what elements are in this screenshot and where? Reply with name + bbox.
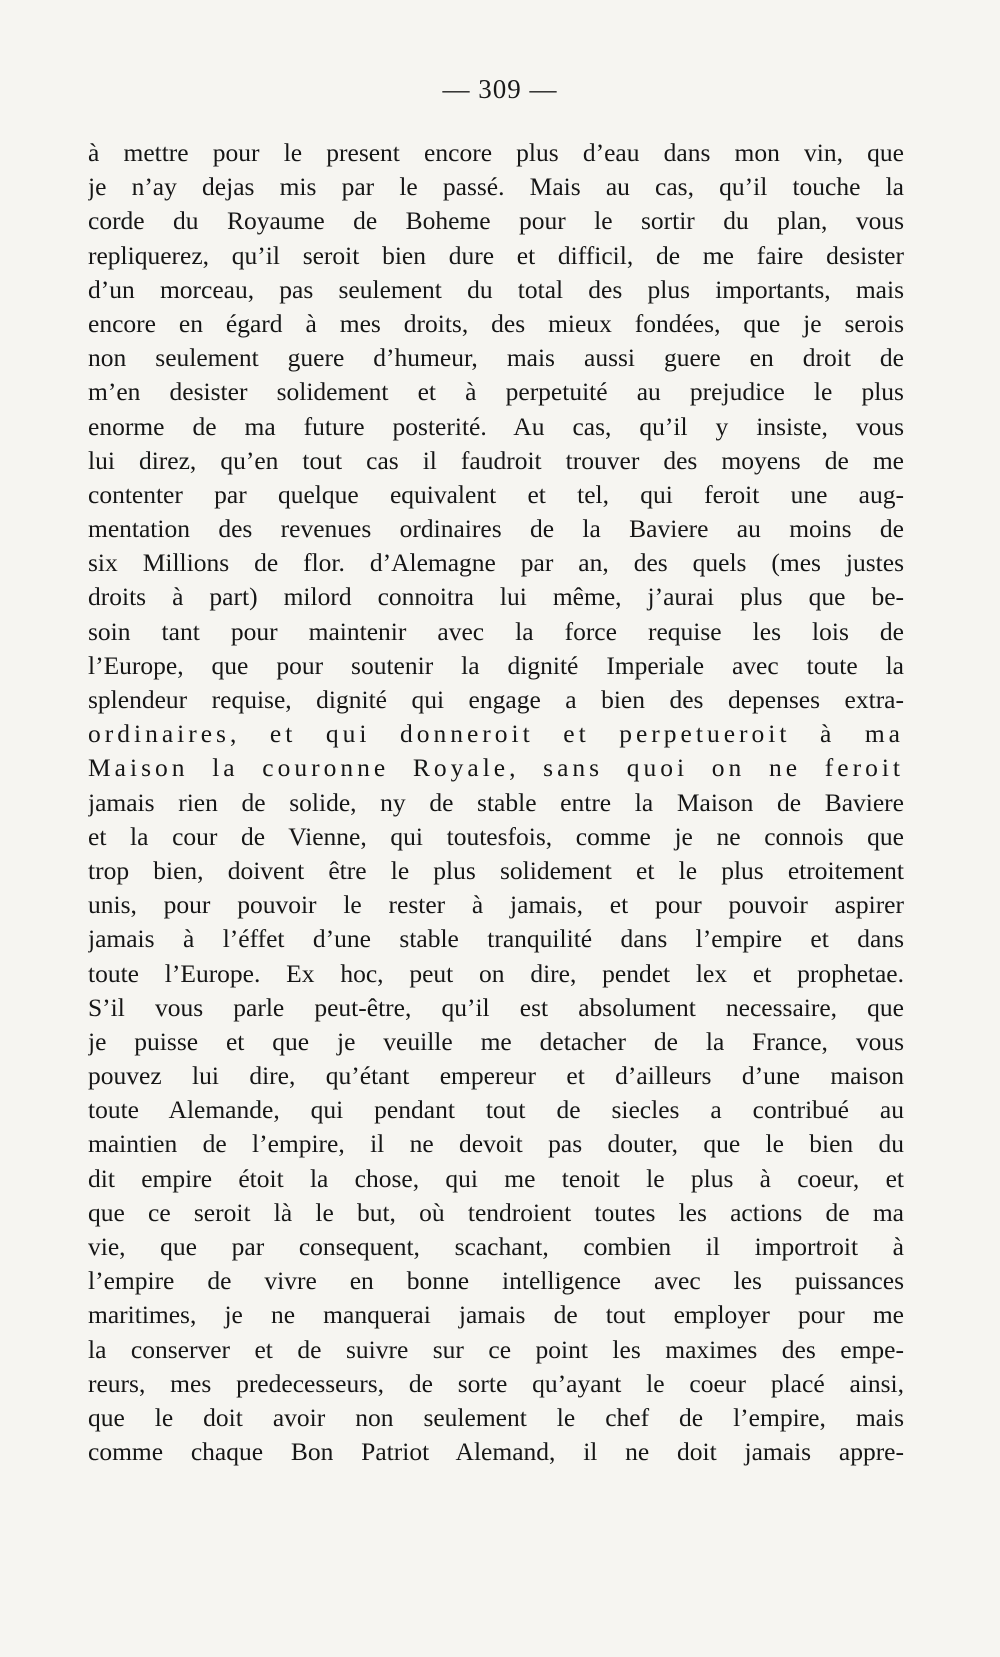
text-line: droits à part) milord connoitra lui même, j’aurai plus que be- bbox=[88, 582, 904, 612]
text-line: encore en égard à mes droits, des mieux fondées, que je serois bbox=[88, 308, 904, 338]
text-line: S’il vous parle peut-être, qu’il est absolument necessaire, que bbox=[88, 992, 904, 1022]
text-line: soin tant pour maintenir avec la force requise les lois de bbox=[88, 616, 904, 646]
text-line: pouvez lui dire, qu’étant empereur et d’ailleurs d’une maison bbox=[88, 1061, 904, 1091]
text-line: non seulement guere d’humeur, mais aussi guere en droit de bbox=[88, 343, 904, 373]
text-line: repliquerez, qu’il seroit bien dure et difficil, de me faire desister bbox=[88, 240, 904, 270]
text-line: comme chaque Bon Patriot Alemand, il ne doit jamais appre- bbox=[88, 1437, 904, 1467]
text-line: mentation des revenues ordinaires de la Baviere au moins de bbox=[88, 514, 904, 544]
text-line: Maison la couronne Royale, sans quoi on ne feroit bbox=[88, 753, 904, 783]
text-line: et la cour de Vienne, qui toutesfois, comme je ne connois que bbox=[88, 821, 904, 851]
text-line: jamais rien de solide, ny de stable entre la Maison de Baviere bbox=[88, 787, 904, 817]
text-line: lui direz, qu’en tout cas il faudroit trouver des moyens de me bbox=[88, 445, 904, 475]
text-line: corde du Royaume de Boheme pour le sortir du plan, vous bbox=[88, 206, 904, 236]
text-line: à mettre pour le present encore plus d’eau dans mon vin, que bbox=[88, 138, 904, 167]
text-line: trop bien, doivent être le plus solidement et le plus etroitement bbox=[88, 855, 904, 885]
text-line: maritimes, je ne manquerai jamais de tout employer pour me bbox=[88, 1300, 904, 1330]
text-line: l’Europe, que pour soutenir la dignité Imperiale avec toute la bbox=[88, 650, 904, 680]
text-line: jamais à l’éffet d’une stable tranquilité dans l’empire et dans bbox=[88, 924, 904, 954]
text-line: la conserver et de suivre sur ce point les maximes des empe- bbox=[88, 1334, 904, 1364]
text-line: maintien de l’empire, il ne devoit pas douter, que le bien du bbox=[88, 1129, 904, 1159]
text-line: toute Alemande, qui pendant tout de siecles a contribué au bbox=[88, 1095, 904, 1125]
text-line: je puisse et que je veuille me detacher de la France, vous bbox=[88, 1026, 904, 1056]
text-line: vie, que par consequent, scachant, combien il importroit à bbox=[88, 1232, 904, 1261]
text-line: contenter par quelque equivalent et tel, qui feroit une aug- bbox=[88, 479, 904, 509]
text-line: reurs, mes predecesseurs, de sorte qu’ayant le coeur placé ainsi, bbox=[88, 1368, 904, 1398]
text-line: unis, pour pouvoir le rester à jamais, et pour pouvoir aspirer bbox=[88, 890, 904, 920]
text-line: que le doit avoir non seulement le chef de l’empire, mais bbox=[88, 1402, 904, 1432]
text-line: splendeur requise, dignité qui engage a bien des depenses extra- bbox=[88, 685, 904, 714]
text-line: dit empire étoit la chose, qui me tenoit le plus à coeur, et bbox=[88, 1163, 904, 1193]
text-line: l’empire de vivre en bonne intelligence avec les puissances bbox=[88, 1266, 904, 1296]
text-line: je n’ay dejas mis par le passé. Mais au cas, qu’il touche la bbox=[88, 172, 904, 202]
text-line: m’en desister solidement et à perpetuité au prejudice le plus bbox=[88, 377, 904, 407]
text-line: d’un morceau, pas seulement du total des plus importants, mais bbox=[88, 274, 904, 304]
text-line: enorme de ma future posterité. Au cas, qu’il y insiste, vous bbox=[88, 411, 904, 441]
body-text bbox=[88, 136, 904, 1469]
text-line: six Millions de flor. d’Alemagne par an, des quels (mes justes bbox=[88, 548, 904, 578]
text-line: ordinaires, et qui donneroit et perpetueroit à ma bbox=[88, 719, 904, 749]
text-line: toute l’Europe. Ex hoc, peut on dire, pendet lex et prophetae. bbox=[88, 958, 904, 988]
page-number: — 309 — bbox=[442, 74, 558, 104]
text-line: que ce seroit là le but, où tendroient toutes les actions de ma bbox=[88, 1197, 904, 1227]
